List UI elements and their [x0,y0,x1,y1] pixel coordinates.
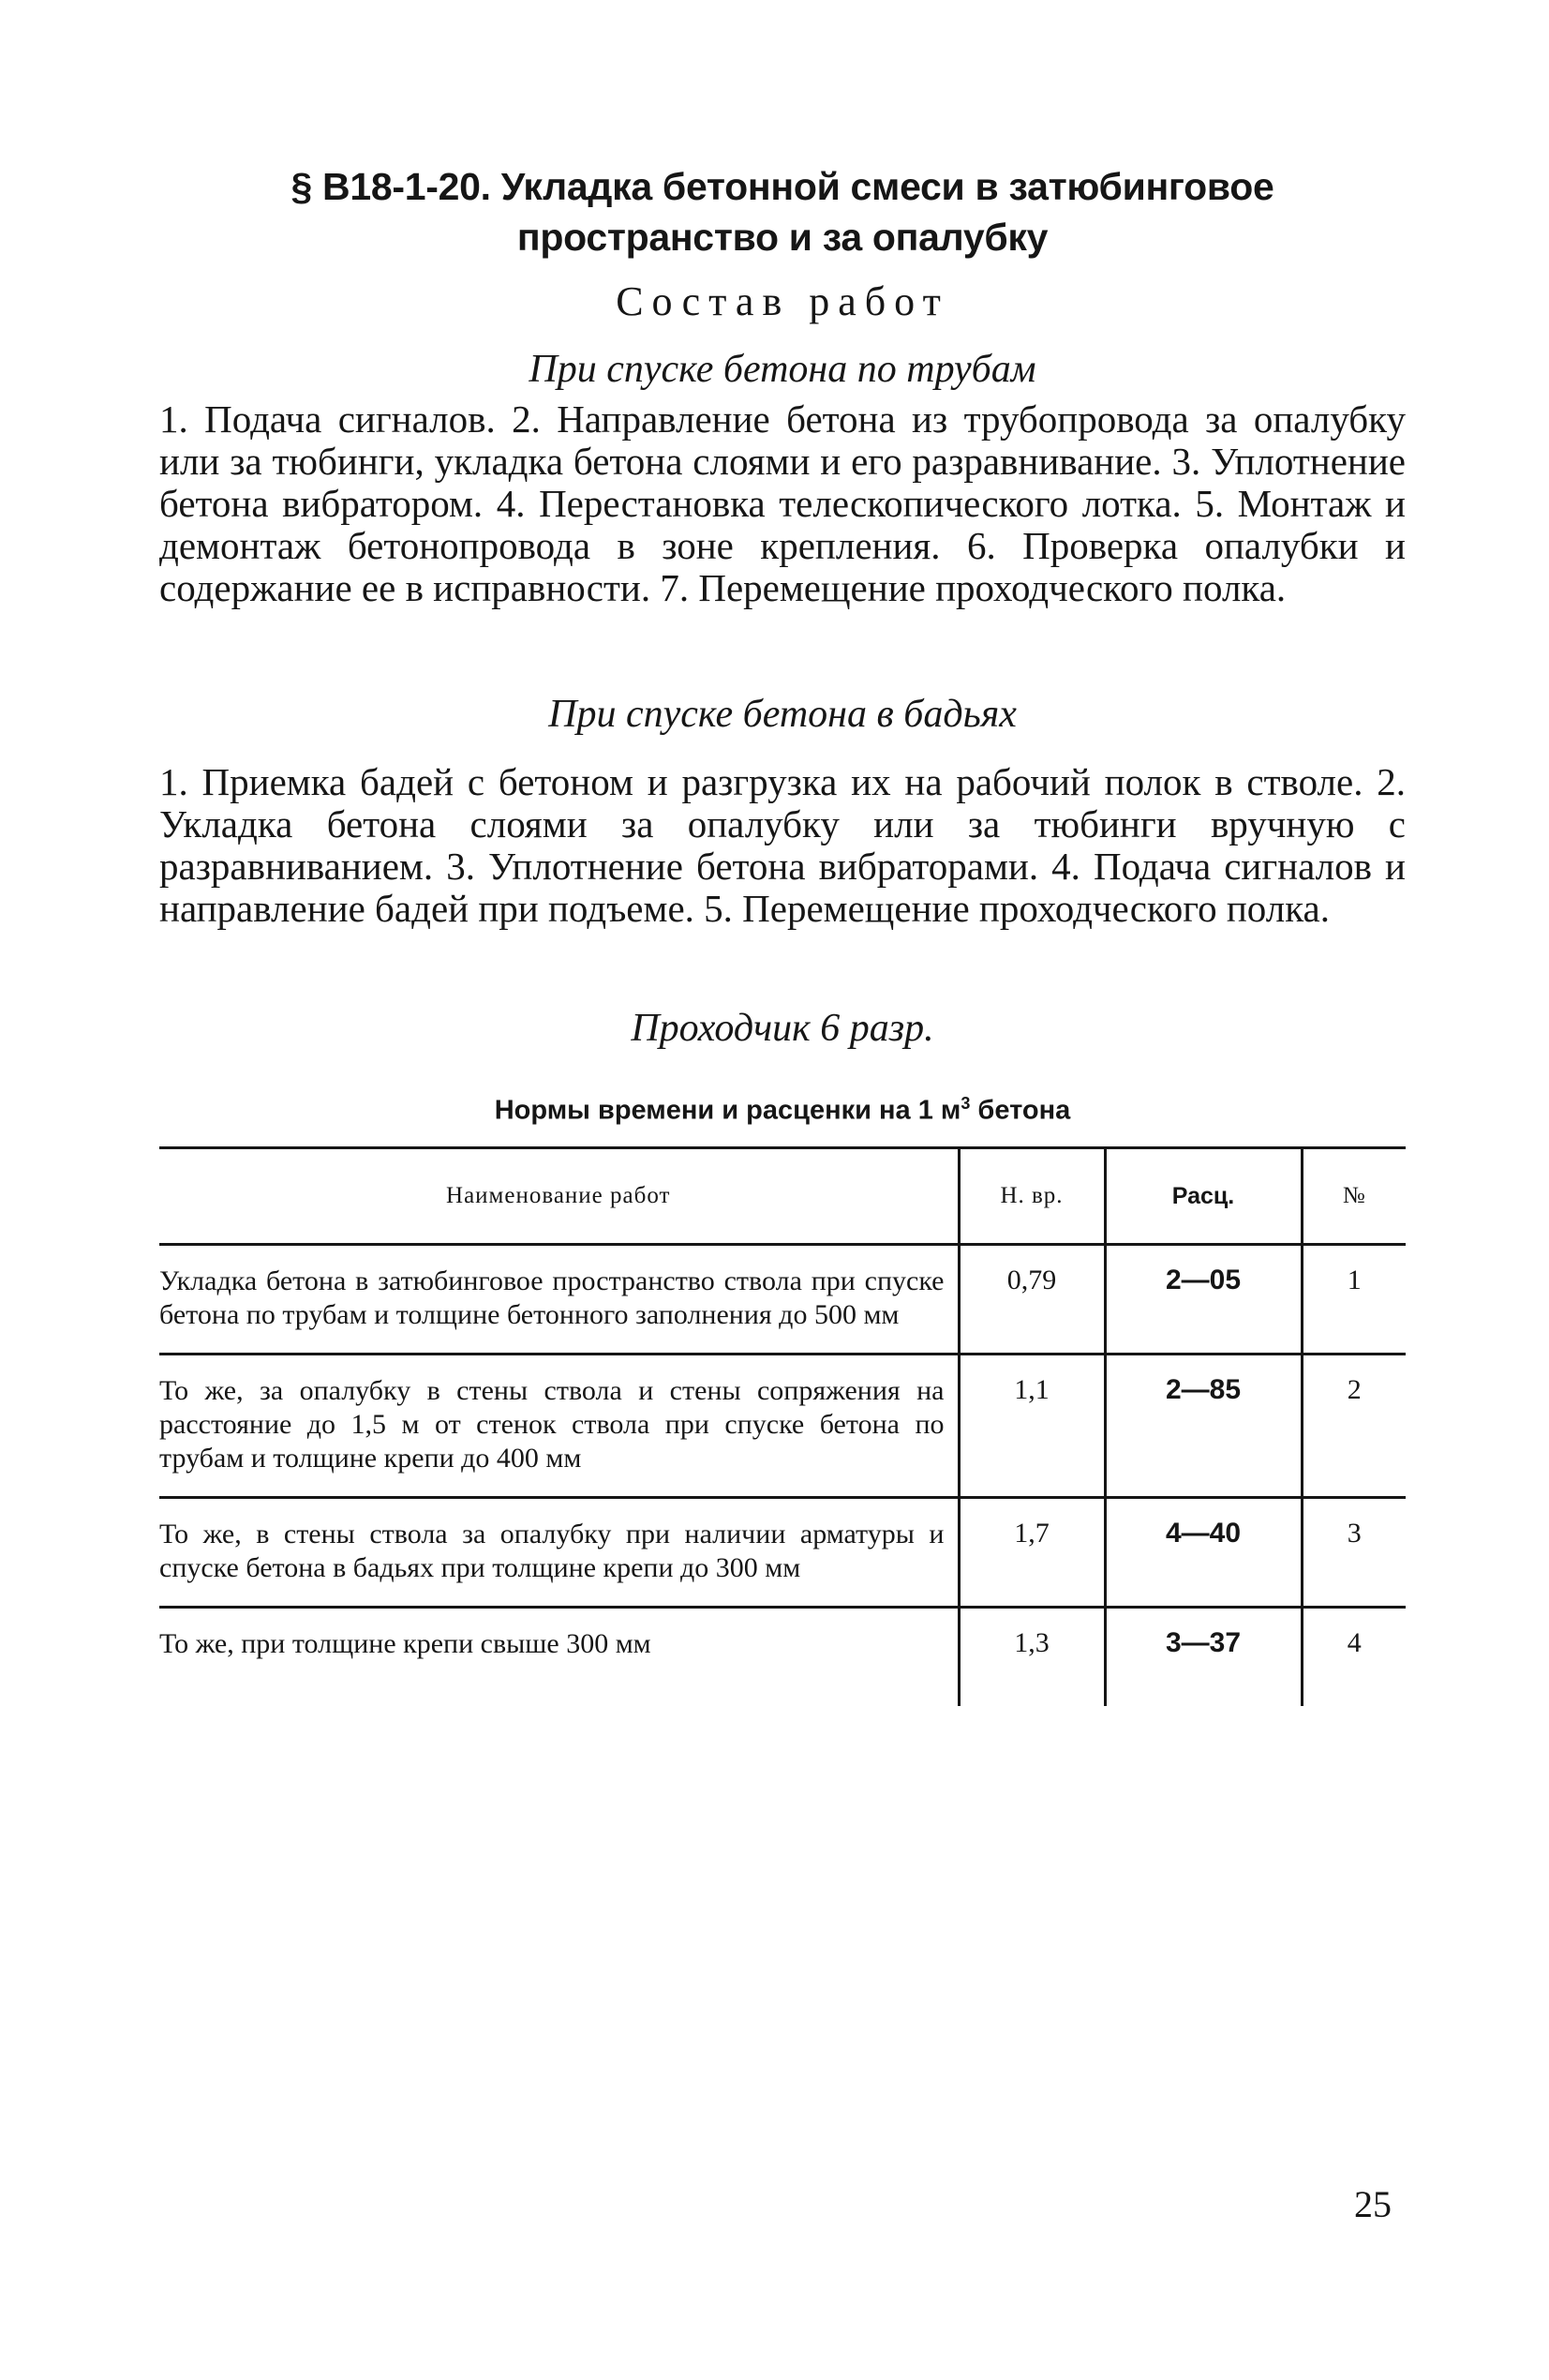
page-number: 25 [1354,2183,1392,2225]
norms-table [159,1146,1406,1706]
table-row [159,1498,1406,1608]
row-number: 1 [1302,1245,1406,1355]
table-header-row [159,1148,1406,1245]
row-time-norm: 1,7 [959,1498,1105,1608]
table-caption-superscript: 3 [961,1094,971,1113]
header-number: № [1302,1148,1406,1245]
table-caption [159,1094,1406,1127]
row-work-name: То же, при толщине крепи свыше 300 мм [159,1628,651,1659]
row-time-norm: 1,1 [959,1355,1105,1498]
row-price: 2—05 [1105,1245,1302,1355]
subsection-text-tubes: 1. Подача сигналов. 2. Направление бетона из трубопровода за опалубку или за тюбинги, укладка бетона слоями и его разравнивание. 3. Уплотнение бетона вибратором. 4. Перестановка телескопического лотка. 5. Монтаж и демонтаж бетонопровода в зоне крепления. 6. Проверка опалубки и содержание ее в исправности. 7. Перемещение проходческого полка. [159,397,1406,609]
table-row [159,1355,1406,1498]
subsection-title-tubes: При спуске бетона по трубам [529,348,1036,391]
row-work-name: То же, за опалубку в стены ствола и стены сопряжения на расстояние до 1,5 м от стенок ствола при спуске бетона по трубам и толщине крепи до 400 мм [159,1355,959,1498]
section-heading [159,161,1406,262]
table-row [159,1245,1406,1355]
row-price: 4—40 [1105,1498,1302,1608]
header-time-norm: Н. вр. [959,1148,1105,1245]
row-work-name: То же, в стены ствола за опалубку при наличии арматуры и спуске бетона в бадьях при толщине крепи до 300 мм [159,1498,959,1608]
row-time-norm: 1,3 [959,1608,1105,1707]
section-heading-line-1: § В18-1-20. Укладка бетонной смеси в затюбинговое [290,165,1274,208]
row-number: 2 [1302,1355,1406,1498]
row-number: 3 [1302,1498,1406,1608]
worker-qualification: Проходчик 6 разр. [631,1007,934,1050]
header-price: Расц. [1105,1148,1302,1245]
row-number: 4 [1302,1608,1406,1707]
row-work-name: Укладка бетона в затюбинговое пространство ствола при спуске бетона по трубам и толщине бетонного заполнения до 500 мм [159,1245,959,1355]
table-row [159,1608,1406,1707]
section-heading-line-2: пространство и за опалубку [516,216,1049,259]
table-caption-main: Нормы времени и расценки на 1 м [494,1095,961,1126]
row-time-norm: 0,79 [959,1245,1105,1355]
row-price: 2—85 [1105,1355,1302,1498]
table-caption-tail: бетона [970,1095,1071,1126]
subsection-title-buckets: При спуске бетона в бадьях [548,693,1017,736]
header-work-name: Наименование работ [159,1148,959,1245]
work-composition-title: Состав работ [616,278,949,324]
subsection-text-buckets: 1. Приемка бадей с бетоном и разгрузка их на рабочий полок в стволе. 2. Укладка бетона слоями за опалубку или за тюбинги вручную с разравниванием. 3. Уплотнение бетона вибраторами. 4. Подача сигналов и направление бадей при подъеме. 5. Перемещение проходческого полка. [159,760,1406,930]
row-price: 3—37 [1105,1608,1302,1707]
